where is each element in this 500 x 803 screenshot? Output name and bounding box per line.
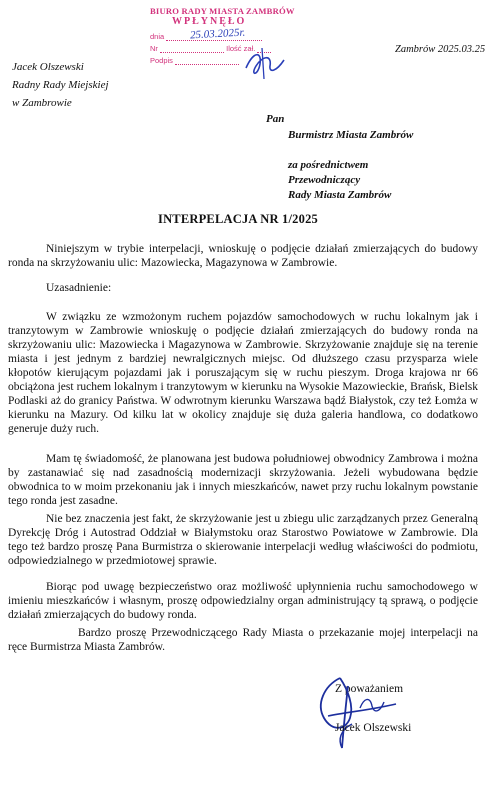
closing-regards: Z poważaniem: [335, 683, 404, 695]
place-date: Zambrów 2025.03.25: [395, 44, 486, 55]
recipient-via-line3: Rady Miasta Zambrów: [288, 189, 392, 201]
intro-paragraph: [8, 242, 478, 270]
recipient-via-line2: Przewodniczący: [288, 174, 361, 186]
stamp-office-name: BIURO RADY MIASTA ZAMBRÓW: [150, 6, 295, 16]
sender-role: Radny Rady Miejskiej: [12, 79, 109, 91]
body-paragraph-3: [8, 512, 478, 568]
paragraph-text: Mam tę świadomość, że planowana jest budowa południowej obwodnicy Zambrowa i można by zastanawiać się nad zasadnością modernizacji skrzyżowania. Jeżeli wybudowana będzie obwodnica to w moim przekonaniu jak i innych mieszkańców, nawet przy ruchu lokalnym powstanie tego ronda jest zasadne.: [8, 453, 478, 507]
paragraph-text: W związku ze wzmożonym ruchem pojazdów samochodowych w ruchu lokalnym jak i tranzytowym w Zambrowie wnioskuję o podjęcie działań zmierzających do budowy ronda na skrzyżowaniu ulic: Mazowiecka i Magazynowa w Zambrowie. Skrzyżowanie znajduje się na terenie miasta i jest jednym z bardziej newralgicznych miejsc. Od dłuższego czasu przysparza wiele kłopotów kierującym pojazdami jak i poruszającym się w ruchu pieszym. Droga krajowa nr 66 obciążona jest ruchem lokalnym i tranzytowym w kierunku na Wysokie Mazowieckie, Brańsk, Bielsk Podlaski aż do granicy Państwa. W odwrotnym kierunku Warszawa bądź Białystok, czy też Łomża w kierunku na Mazury. Od kilku lat w okolicy znajduje się duża galeria handlowa, co dodatkowo generuje duży ruch.: [8, 311, 478, 435]
stamp-date-value: 25.03.2025r.: [189, 26, 246, 42]
registry-stamp: [144, 6, 304, 72]
paragraph-text: Nie bez znaczenia jest fakt, że skrzyżowanie jest u zbiegu ulic zarządzanych przez Generalną Dyrekcję Dróg i Autostrad Oddział w Białymstoku oraz Starostwo Powiatowe w Zambrowie. Dla tego też bardzo proszę Pana Burmistrza o skierowanie interpelacji według właściwości do podmiotu, odpowiedzialnego w przedmiotowej sprawie.: [8, 513, 478, 567]
sender-name: Jacek Olszewski: [12, 61, 84, 73]
stamp-date-label: dnia: [150, 32, 165, 41]
stamp-initials-scribble: [240, 46, 290, 80]
stamp-number-label: Nr: [150, 44, 158, 53]
stamp-signature-row: [150, 56, 239, 65]
document-title: INTERPELACJA NR 1/2025: [158, 212, 318, 226]
body-paragraph-2: [8, 452, 478, 508]
recipient-name: Burmistrz Miasta Zambrów: [288, 129, 414, 141]
handwritten-signature: [300, 668, 420, 752]
body-paragraph-5: [8, 626, 478, 654]
paragraph-text: Biorąc pod uwagę bezpieczeństwo oraz możliwość upłynnienia ruchu samochodowego w imieniu mieszkańców i własnym, proszę odpowiedzialny organ administrujący tą sprawą, o podjęcie działań zmierzających do budowy ronda.: [8, 581, 478, 621]
recipient-via-line1: za pośrednictwem: [288, 159, 369, 171]
paragraph-text: Bardzo proszę Przewodniczącego Rady Miasta o przekazanie mojej interpelacji na ręce Burmistrza Miasta Zambrów.: [8, 627, 478, 653]
body-paragraph-1: [8, 310, 478, 436]
stamp-pages-label: Ilość zał.: [226, 44, 256, 53]
recipient-salutation: Pan: [266, 113, 285, 125]
justification-label: Uzasadnienie:: [46, 282, 112, 294]
body-paragraph-4: [8, 580, 478, 622]
sender-location: w Zambrowie: [12, 97, 72, 109]
intro-text: Niniejszym w trybie interpelacji, wnioskuję o podjęcie działań zmierzających do budowy ronda na skrzyżowaniu ulic: Mazowiecka, Magazynowa w Zambrowie.: [8, 243, 478, 269]
closing-signer-name: Jacek Olszewski: [335, 722, 412, 734]
stamp-signature-label: Podpis: [150, 56, 173, 65]
stamp-received-label: WPŁYNĘŁO: [172, 16, 247, 27]
